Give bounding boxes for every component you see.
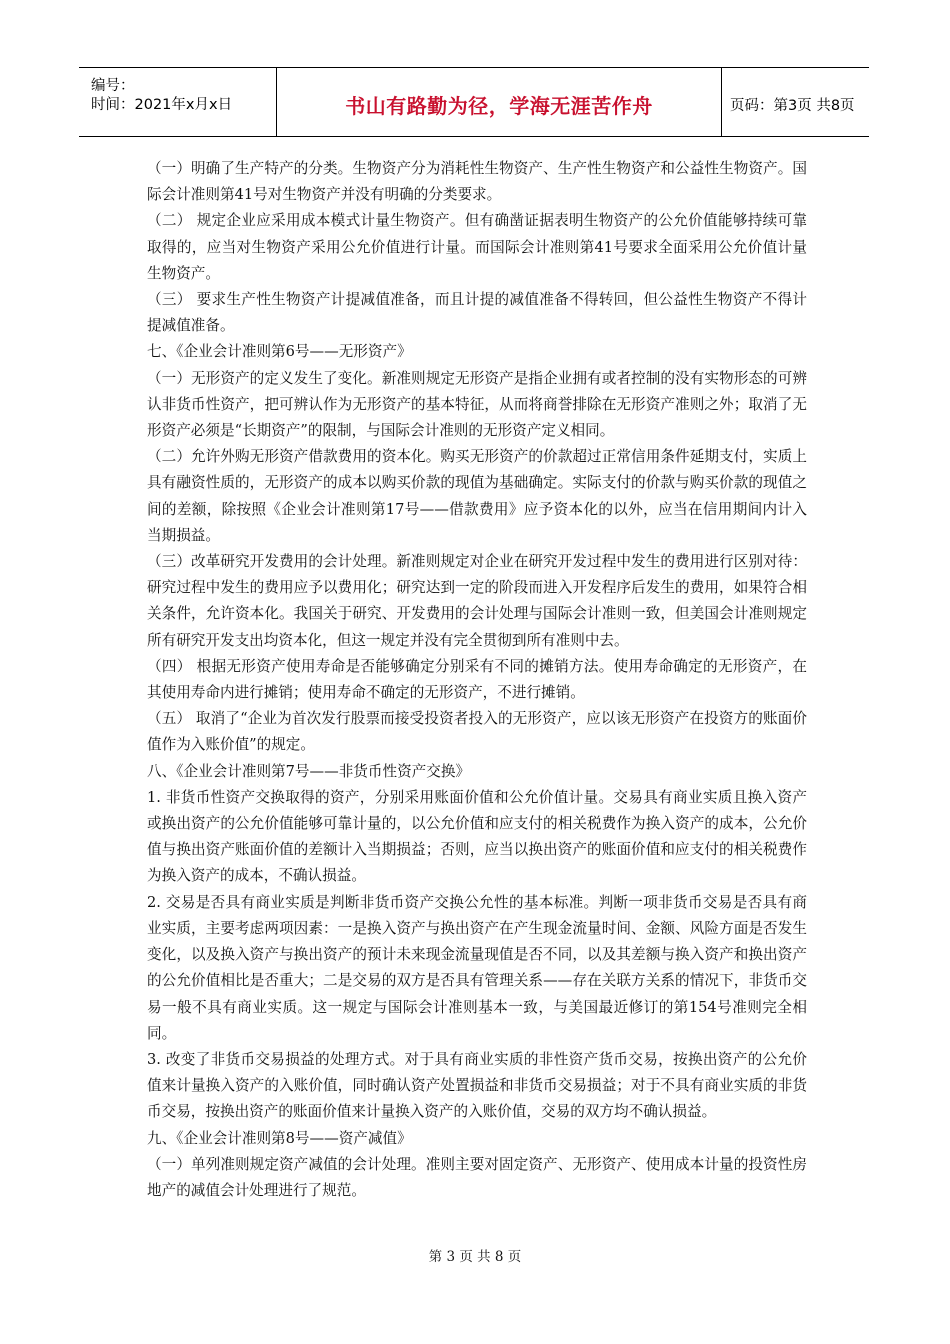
paragraph: （三） 要求生产性生物资产计提减值准备，而且计提的减值准备不得转回，但公益性生物资产不得计提减值准备。	[147, 291, 807, 335]
document-header	[79, 67, 869, 137]
header-page-number: 页码：第3页 共8页	[730, 98, 855, 114]
paragraph: （一）单列准则规定资产减值的会计处理。准则主要对固定资产、无形资产、使用成本计量的投资性房地产的减值会计处理进行了规范。	[147, 1155, 807, 1199]
document-code-label: 编号：	[91, 78, 135, 94]
header-motto-cell	[277, 68, 722, 136]
paragraph: （一）明确了生产特产的分类。生物资产分为消耗性生物资产、生产性生物资产和公益性生物资产。国际会计准则第41号对生物资产并没有明确的分类要求。	[147, 160, 807, 204]
paragraph: 2. 交易是否具有商业实质是判断非货币资产交换公允性的基本标准。判断一项非货币交易是否具有商业实质，主要考虑两项因素：一是换入资产与换出资产在产生现金流量时间、金额、风险方面是否发生变化，以及换入资产与换出资产的预计未来现金流量现值是否不同，以及其差额与换入资产和换出资产的公允价值相比是否重大；二是交易的双方是否具有管理关系——存在关联方关系的情况下，非货币交易一般不具有商业实质。这一规定与国际会计准则基本一致，与美国最近修订的第154号准则完全相同。	[147, 893, 807, 1042]
header-info-cell	[79, 68, 277, 136]
section-heading: 七、《企业会计准则第6号——无形资产》	[147, 343, 412, 361]
paragraph: （三）改革研究开发费用的会计处理。新准则规定对企业在研究开发过程中发生的费用进行区别对待：研究过程中发生的费用应予以费用化；研究达到一定的阶段而进入开发程序后发生的费用，如果符合相关条件，允许资本化。我国关于研究、开发费用的会计处理与国际会计准则一致，但美国会计准则规定所有研究开发支出均资本化，但这一规定并没有完全贯彻到所有准则中去。	[147, 553, 807, 649]
paragraph: （二）允许外购无形资产借款费用的资本化。购买无形资产的价款超过正常信用条件延期支付，实质上具有融资性质的，无形资产的成本以购买价款的现值为基础确定。实际支付的价款与购买价款的现值之间的差额，除按照《企业会计准则第17号——借款费用》应予资本化的以外，应当在信用期间内计入当期损益。	[147, 448, 807, 544]
paragraph: （二） 规定企业应采用成本模式计量生物资产。但有确凿证据表明生物资产的公允价值能够持续可靠取得的，应当对生物资产采用公允价值进行计量。而国际会计准则第41号要求全面采用公允价值计量生物资产。	[147, 212, 807, 282]
section-heading: 九、《企业会计准则第8号——资产减值》	[147, 1129, 412, 1147]
paragraph: （一）无形资产的定义发生了变化。新准则规定无形资产是指企业拥有或者控制的没有实物形态的可辨认非货币性资产，把可辨认作为无形资产的基本特征，从而将商誉排除在无形资产准则之外；取消了无形资产必须是“长期资产”的限制，与国际会计准则的无形资产定义相同。	[147, 369, 807, 440]
page-footer: 第 3 页 共 8 页	[428, 1249, 522, 1265]
header-motto: 书山有路勤为径，学海无涯苦作舟	[345, 94, 653, 118]
document-body	[147, 156, 807, 1204]
paragraph: 3. 改变了非货币交易损益的处理方式。对于具有商业实质的非性资产货币交易，按换出资产的公允价值来计量换入资产的入账价值，同时确认资产处置损益和非货币交易损益；对于不具有商业实质的非货币交易，按换出资产的账面价值来计量换入资产的入账价值，交易的双方均不确认损益。	[147, 1050, 807, 1121]
paragraph: （四） 根据无形资产使用寿命是否能够确定分别采有不同的摊销方法。使用寿命确定的无形资产，在其使用寿命内进行摊销；使用寿命不确定的无形资产，不进行摊销。	[147, 657, 807, 702]
section-heading: 八、《企业会计准则第7号——非货币性资产交换》	[147, 762, 471, 780]
paragraph: （五） 取消了“企业为首次发行股票而接受投资者投入的无形资产，应以该无形资产在投资方的账面价值作为入账价值”的规定。	[147, 710, 807, 754]
header-page-cell	[722, 68, 869, 136]
document-time-label: 时间：2021年x月x日	[91, 97, 233, 113]
paragraph: 1. 非货币性资产交换取得的资产，分别采用账面价值和公允价值计量。交易具有商业实质且换入资产或换出资产的公允价值能够可靠计量的，以公允价值和应支付的相关税费作为换入资产的成本，公允价值与换出资产账面价值的差额计入当期损益；否则，应当以换出资产的账面价值和应支付的相关税费作为换入资产的成本，不确认损益。	[147, 788, 807, 885]
